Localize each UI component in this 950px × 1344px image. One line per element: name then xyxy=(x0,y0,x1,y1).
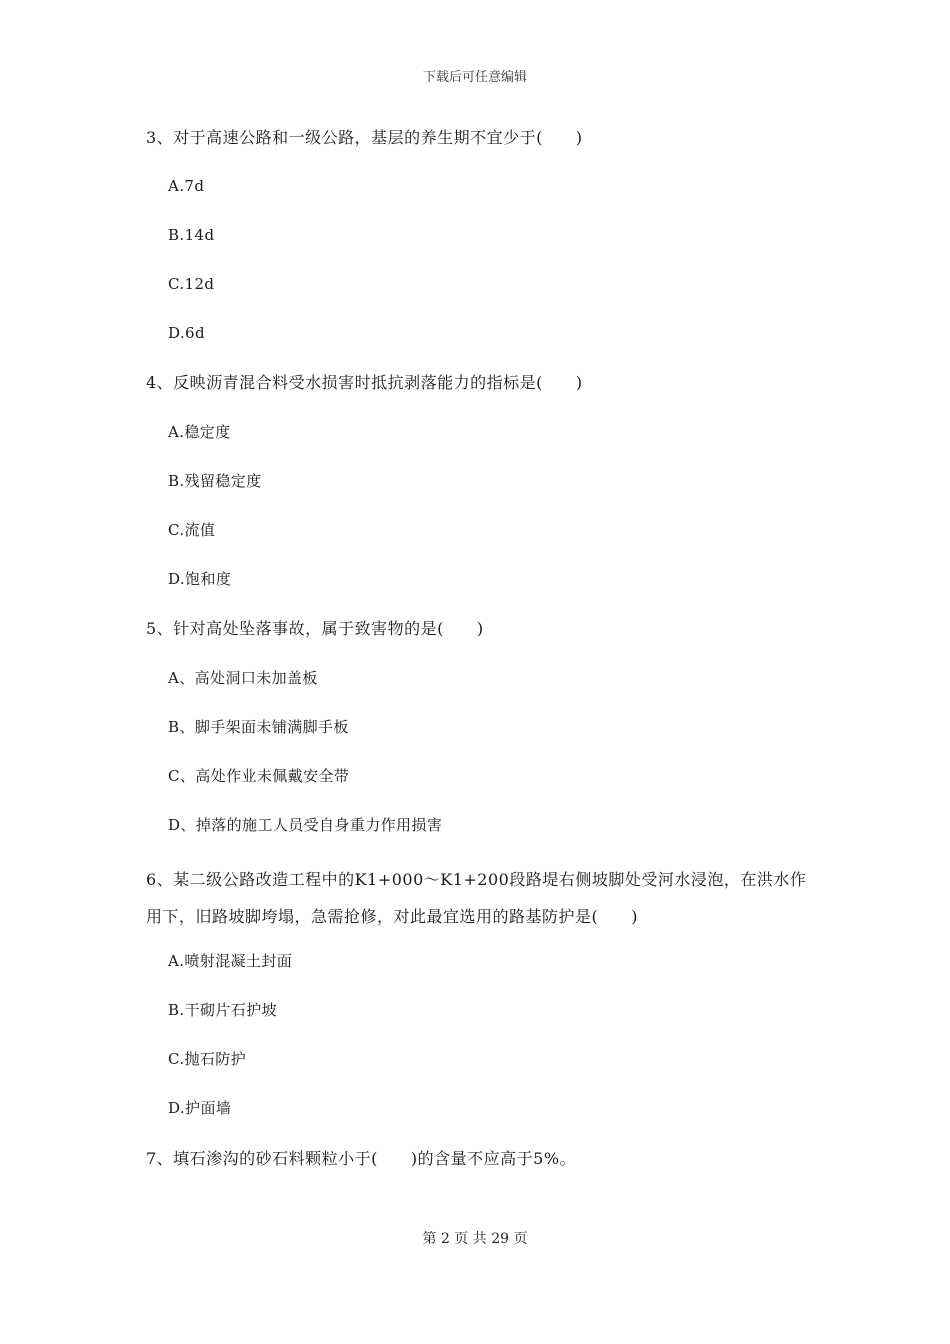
question-6: 6、某二级公路改造工程中的K1+000～K1+200段路堤右侧坡脚处受河水浸泡，在洪水作用下，旧路坡脚垮塌，急需抢修，对此最宜选用的路基防护是( ) xyxy=(146,870,807,926)
question-4-option-c: C.流值 xyxy=(168,521,216,539)
question-4: 4、反映沥青混合料受水损害时抵抗剥落能力的指标是( ) xyxy=(146,373,583,392)
question-5-option-b: B、脚手架面未铺满脚手板 xyxy=(168,718,349,736)
question-3-option-a: A.7d xyxy=(168,177,205,195)
question-7: 7、填石渗沟的砂石料颗粒小于( )的含量不应高于5%。 xyxy=(146,1149,577,1168)
page-header: 下载后可任意编辑 xyxy=(422,70,527,85)
question-6-option-a: A.喷射混凝土封面 xyxy=(168,952,293,970)
question-5-option-a: A、高处洞口未加盖板 xyxy=(168,669,318,687)
question-4-option-d: D.饱和度 xyxy=(168,570,232,588)
question-5-option-c: C、高处作业未佩戴安全带 xyxy=(168,767,350,785)
question-3-option-c: C.12d xyxy=(168,275,215,293)
question-5-option-d: D、掉落的施工人员受自身重力作用损害 xyxy=(168,816,443,834)
page-footer: 第 2 页 共 29 页 xyxy=(422,1231,528,1247)
question-4-option-b: B.残留稳定度 xyxy=(168,472,262,490)
question-3-option-b: B.14d xyxy=(168,226,215,244)
question-3-option-d: D.6d xyxy=(168,324,206,342)
question-3: 3、对于高速公路和一级公路，基层的养生期不宜少于( ) xyxy=(146,128,583,147)
question-4-option-a: A.稳定度 xyxy=(168,423,231,441)
question-6-option-d: D.护面墙 xyxy=(168,1099,232,1117)
question-5: 5、针对高处坠落事故，属于致害物的是( ) xyxy=(146,619,484,638)
question-6-option-c: C.抛石防护 xyxy=(168,1050,247,1068)
question-6-option-b: B.干砌片石护坡 xyxy=(168,1001,277,1019)
